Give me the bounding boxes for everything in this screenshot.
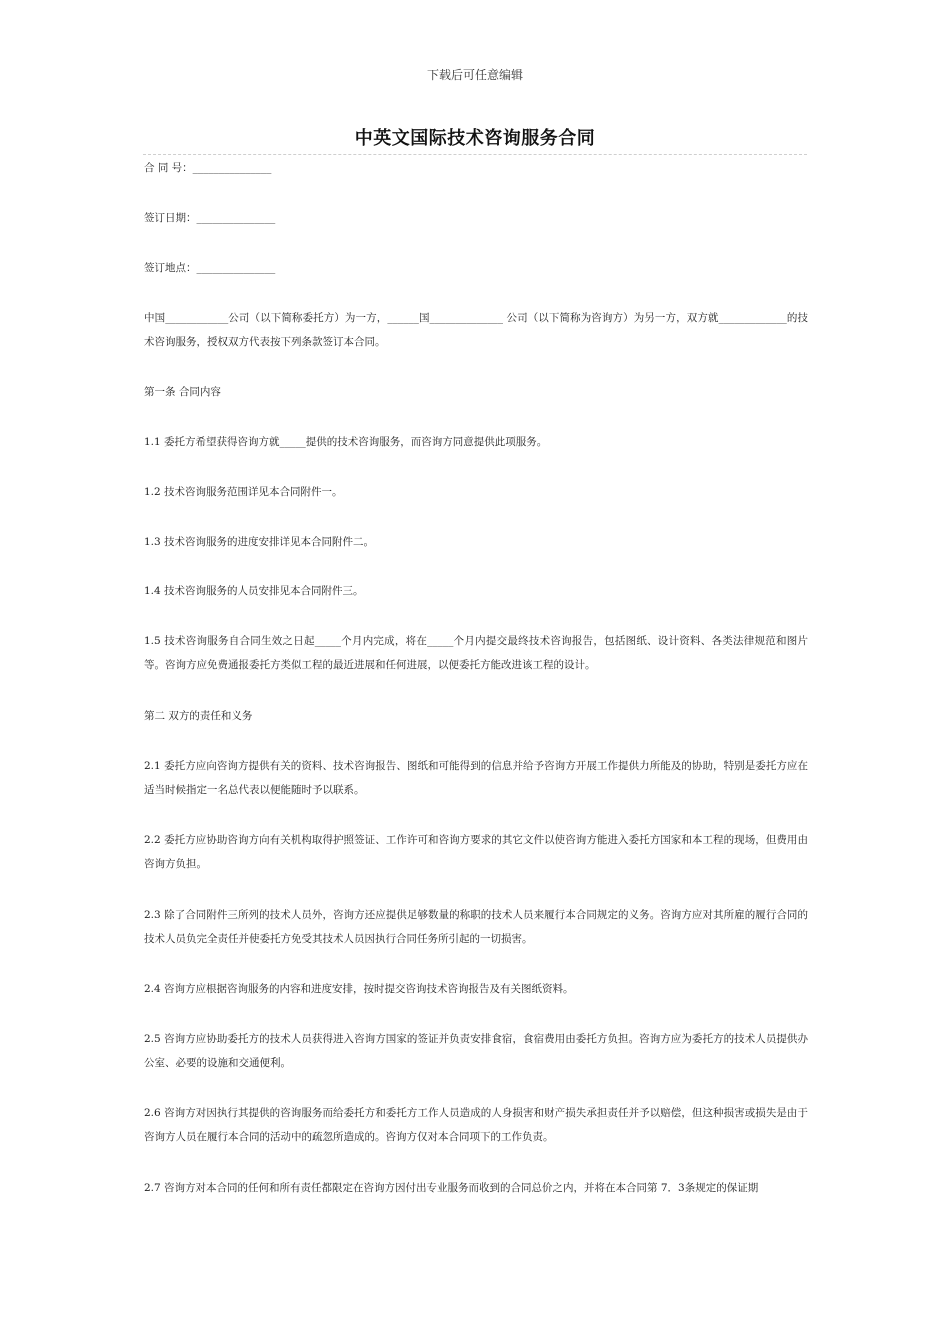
sign-place-field: 签订地点：_______________ xyxy=(144,262,276,274)
article-1-heading: 第一条 合同内容 xyxy=(144,386,221,398)
preamble-paragraph: 中国____________公司（以下简称委托方）为一方，______国______________ 公司（以下简称为咨询方）为另一方，双方就_____________的技术咨询服务，授权双方代表按下列条款签订本合同。 xyxy=(144,312,808,348)
clause-2-2: 2.2 委托方应协助咨询方向有关机构取得护照签证、工作许可和咨询方要求的其它文件以使咨询方能进入委托方国家和本工程的现场，但费用由咨询方负担。 xyxy=(144,834,808,870)
sign-date-field: 签订日期：_______________ xyxy=(144,212,276,224)
clause-2-4: 2.4 咨询方应根据咨询服务的内容和进度安排，按时提交咨询技术咨询报告及有关图纸资料。 xyxy=(144,983,574,995)
clause-2-7: 2.7 咨询方对本合同的任何和所有责任都限定在咨询方因付出专业服务而收到的合同总价之内，并将在本合同第 7．3条规定的保证期 xyxy=(144,1182,759,1194)
clause-1-1: 1.1 委托方希望获得咨询方就_____提供的技术咨询服务，而咨询方同意提供此项服务。 xyxy=(144,436,548,448)
contract-number-field: 合 同 号：_______________ xyxy=(144,162,272,174)
clause-2-6: 2.6 咨询方对因执行其提供的咨询服务而给委托方和委托方工作人员造成的人身损害和财产损失承担责任并予以赔偿，但这种损害或损失是由于咨询方人员在履行本合同的活动中的疏忽所造成的。咨询方仅对本合同项下的工作负责。 xyxy=(144,1107,808,1143)
clause-2-3: 2.3 除了合同附件三所列的技术人员外，咨询方还应提供足够数量的称职的技术人员来履行本合同规定的义务。咨询方应对其所雇的履行合同的技术人员负完全责任并使委托方免受其技术人员因执行合同任务所引起的一切损害。 xyxy=(144,909,808,945)
header-note: 下载后可任意编辑 xyxy=(426,68,523,82)
clause-1-3: 1.3 技术咨询服务的进度安排详见本合同附件二。 xyxy=(144,536,375,548)
article-2-heading: 第二 双方的责任和义务 xyxy=(144,710,253,722)
clause-2-5: 2.5 咨询方应协助委托方的技术人员获得进入咨询方国家的签证并负责安排食宿，食宿费用由委托方负担。咨询方应为委托方的技术人员提供办公室、必要的设施和交通便利。 xyxy=(144,1033,808,1069)
clause-1-5: 1.5 技术咨询服务自合同生效之日起_____个月内完成，将在_____个月内提交最终技术咨询报告，包括图纸、设计资料、各类法律规范和图片等。咨询方应免费通报委托方类似工程的最近进展和任何进展，以便委托方能改进该工程的设计。 xyxy=(144,635,808,671)
document-title: 中英文国际技术咨询服务合同 xyxy=(354,128,596,149)
clause-1-4: 1.4 技术咨询服务的人员安排见本合同附件三。 xyxy=(144,585,364,597)
clause-2-1: 2.1 委托方应向咨询方提供有关的资料、技术咨询报告、图纸和可能得到的信息并给予咨询方开展工作提供力所能及的协助，特别是委托方应在适当时候指定一名总代表以便能随时予以联系。 xyxy=(144,760,808,796)
clause-1-2: 1.2 技术咨询服务范围详见本合同附件一。 xyxy=(144,486,343,498)
title-divider xyxy=(143,154,807,155)
